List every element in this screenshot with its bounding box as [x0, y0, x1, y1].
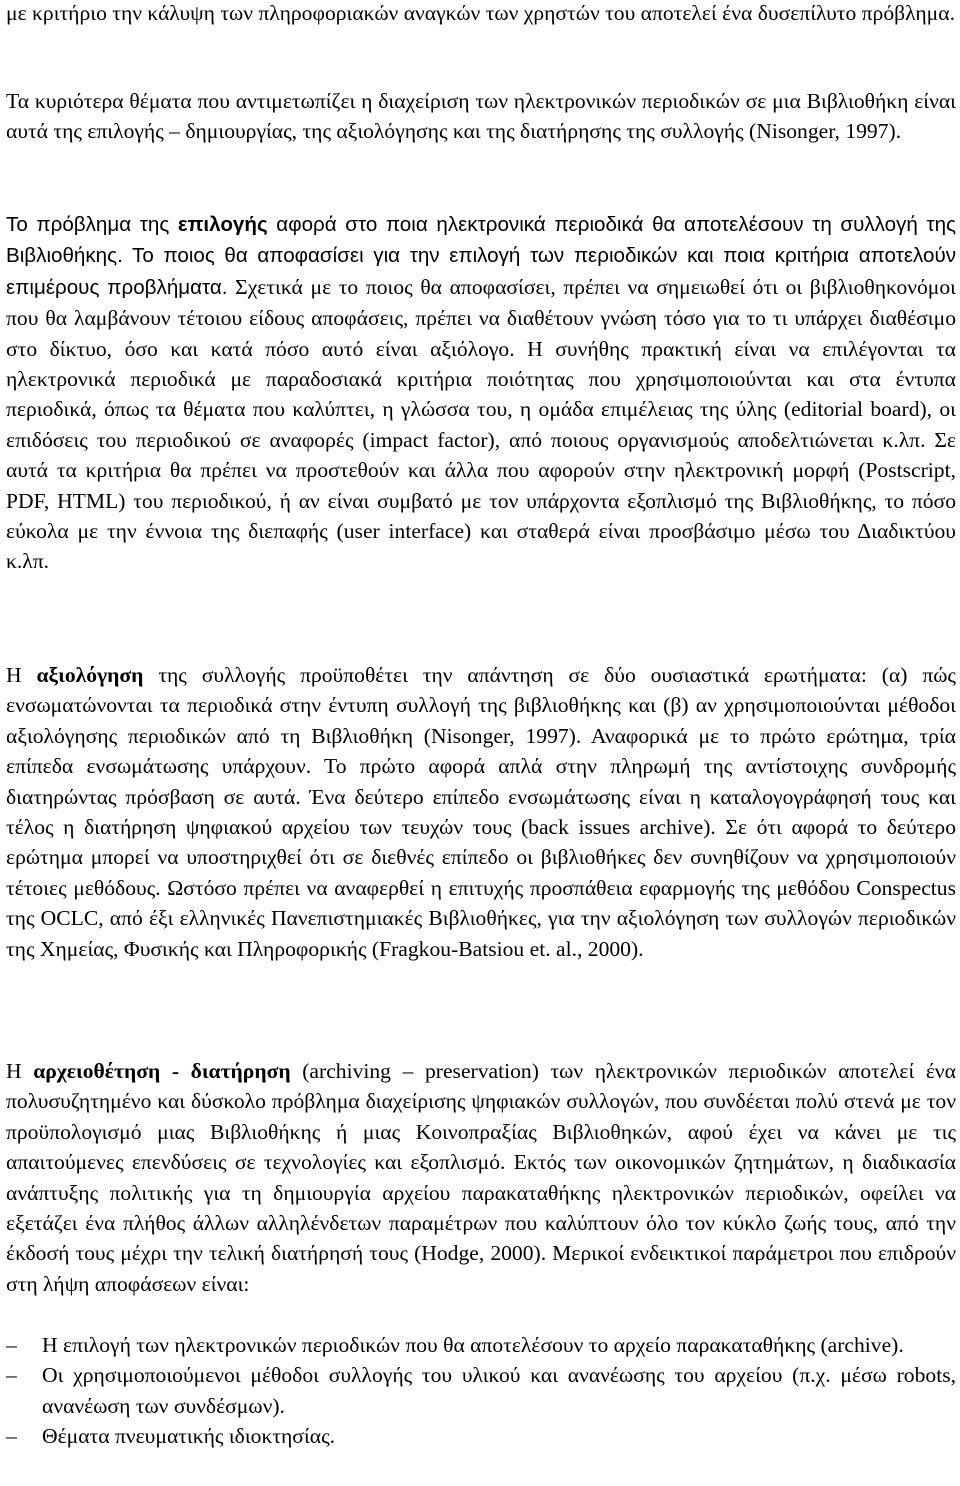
paragraph-main-issues-text: Τα κυριότερα θέματα που αντιμετωπίζει η διαχείριση των ηλεκτρονικών περιοδικών σε μια Βιβλιοθήκη είναι αυτά της επιλογής – δημιουργίας, της αξιολόγησης και της διατήρησης της συλλογής (Nisonger, 1997). — [6, 89, 956, 144]
selection-sentence-1-pre: Το πρόβλημα της — [6, 213, 178, 236]
paragraph-archiving — [6, 1056, 956, 1299]
selection-sentence-2: Το ποιος θα αποφασίσει για την επιλογή των περιοδικών και ποια κριτήρια αποτελούν επιμέρους προβλήματα. — [6, 244, 956, 299]
paragraph-selection — [6, 209, 956, 577]
selection-keyword: επιλογής — [177, 213, 268, 236]
parameters-list — [6, 1330, 956, 1452]
list-item — [6, 1330, 956, 1360]
paragraph-intro-text: με κριτήριο την κάλυψη των πληροφοριακών αναγκών των χρηστών του αποτελεί ένα δυσεπίλυτο πρόβλημα. — [6, 1, 955, 25]
list-item — [6, 1421, 956, 1451]
list-item-text: Η επιλογή των ηλεκτρονικών περιοδικών που θα αποτελέσουν το αρχείο παρακαταθήκης (archive). — [42, 1333, 904, 1357]
evaluation-keyword: αξιολόγηση — [36, 663, 144, 687]
paragraph-intro-continuation — [6, 0, 956, 28]
dash-bullet-icon: – — [6, 1424, 17, 1449]
dash-bullet-icon: – — [6, 1363, 17, 1388]
evaluation-pre: Η — [6, 663, 37, 687]
dash-bullet-icon: – — [6, 1333, 17, 1357]
selection-rest-text: Σχετικά με το ποιος θα αποφασίσει, πρέπει να σημειωθεί ότι οι βιβλιοθηκονόμοι που θα λαμβάνουν τέτοιου είδους αποφάσεις, πρέπει να διαθέτουν γνώση τόσο για το τι υπάρχει διαθέσιμο στο δίκτυο, όσο και κατά πόσο αυτό είναι αξιόλογο. Η συνήθης πρακτική είναι να επιλέγονται τα ηλεκτρονικά περιοδικά με παραδοσιακά κριτήρια ποιότητας που χρησιμοποιούνται και στα έντυπα περιοδικά, όπως τα θέματα που καλύπτει, η γλώσσα του, η ομάδα επιμέλειας της ύλης (editorial board), οι επιδόσεις του περιοδικού σε αναφορές (impact factor), από ποιους οργανισμούς αποδελτιώνεται κ.λπ. Σε αυτά τα κριτήρια θα πρέπει να προστεθούν και άλλα που αφορούν στην ηλεκτρονική μορφή (Postscript, PDF, HTML) του περιοδικού, ή αν είναι συμβατό με τον υπάρχοντα εξοπλισμό της Βιβλιοθήκης, το πόσο εύκολα με την έννοια της διεπαφής (user interface) και σταθερά είναι προσβάσιμο μέσω του Διαδικτύου κ.λπ. — [6, 274, 956, 574]
archiving-pre: Η — [6, 1059, 34, 1083]
archiving-text: (archiving – preservation) των ηλεκτρονικών περιοδικών αποτελεί ένα πολυσυζητημένο και δύσκολο πρόβλημα διαχείρισης ψηφιακών συλλογών, που συνδέεται πολύ στενά με τον προϋπολογισμό μιας Βιβλιοθήκης ή μιας Κοινοπραξίας Βιβλιοθηκών, αφού έχει να κάνει με τις απαιτούμενες επενδύσεις σε τεχνολογίες και εξοπλισμό. Εκτός των οικονομικών ζητημάτων, η διαδικασία ανάπτυξης πολιτικής για τη δημιουργία αρχείου παρακαταθήκης ηλεκτρονικών περιοδικών, οφείλει να εξετάζει ένα πλήθος άλλων αλληλένδετων παραμέτρων που καλύπτουν όλο τον κύκλο ζωής τους, από την έκδοσή τους μέχρι την τελική διατήρησή τους (Hodge, 2000). Μερικοί ενδεικτικοί παράμετροι που επιδρούν στη λήψη αποφάσεων είναι: — [6, 1059, 956, 1296]
evaluation-text: της συλλογής προϋποθέτει την απάντηση σε δύο ουσιαστικά ερωτήματα: (α) πώς ενσωματώνονται τα περιοδικά στην έντυπη συλλογή της βιβλιοθήκης και (β) αν χρησιμοποιούνται μέθοδοι αξιολόγησης περιοδικών από τη Βιβλιοθήκη (Nisonger, 1997). Αναφορικά με το πρώτο ερώτημα, τρία επίπεδα ενσωμάτωσης υπάρχουν. Το πρώτο αφορά απλά στην πληρωμή της αντίστοιχης συνδρομής διατηρώντας πρόσβαση σε αυτά. Ένα δεύτερο επίπεδο ενσωμάτωσης είναι η καταλογογράφησή τους και τέλος η διατήρηση ψηφιακού αρχείου των τευχών τους (back issues archive). Σε ότι αφορά το δεύτερο ερώτημα μπορεί να υποστηριχθεί ότι σε διεθνές επίπεδο οι βιβλιοθήκες δεν συνηθίζουν να χρησιμοποιούν τέτοιες μεθόδους. Ωστόσο πρέπει να αναφερθεί η επιτυχής προσπάθεια εφαρμογής της μεθόδου Conspectus της OCLC, από έξι ελληνικές Πανεπιστημιακές Βιβλιοθήκες, για την αξιολόγηση των συλλογών περιοδικών της Χημείας, Φυσικής και Πληροφορικής (Fragkou-Batsiou et. al., 2000). — [6, 663, 956, 961]
list-item-text: Θέματα πνευματικής ιδιοκτησίας. — [42, 1424, 336, 1449]
list-item — [6, 1360, 956, 1421]
archiving-keyword: αρχειοθέτηση - διατήρηση — [33, 1059, 291, 1083]
selection-sentence-1-post: αφορά στο ποια ηλεκτρονικά περιοδικά θα αποτελέσουν τη συλλογή της Βιβλιοθήκης. — [6, 213, 956, 268]
list-item-text: Οι χρησιμοποιούμενοι μέθοδοι συλλογής του υλικού και ανανέωσης του αρχείου (π.χ. μέσω robots, ανανέωση των συνδέσμων). — [42, 1363, 956, 1418]
paragraph-evaluation — [6, 660, 956, 964]
paragraph-main-issues — [6, 86, 956, 147]
